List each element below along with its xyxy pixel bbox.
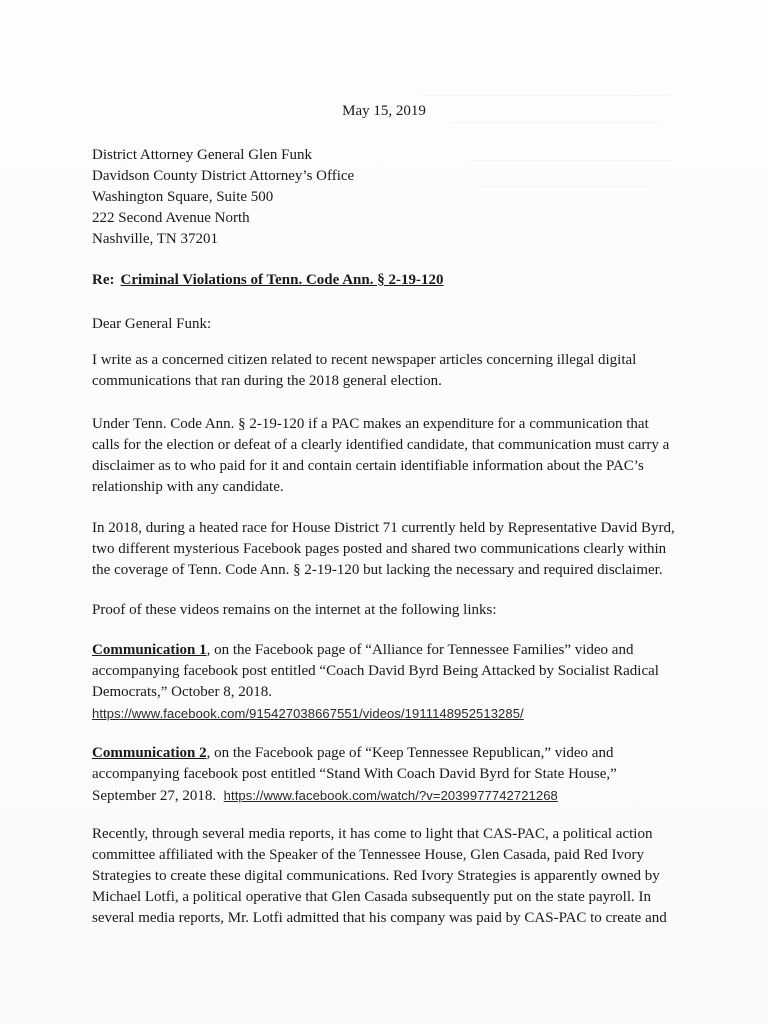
paragraph-3 <box>92 518 692 581</box>
recipient-address <box>92 145 652 250</box>
communication-1-link[interactable]: https://www.facebook.com/915427038667551/videos/1911148952513285/ <box>92 706 524 721</box>
paragraph-line: calls for the election or defeat of a clearly identified candidate, that communication must carry a <box>92 437 670 453</box>
re-line <box>92 270 443 290</box>
paragraph-line: In 2018, during a heated race for House District 71 currently held by Representative David Byrd, <box>92 520 675 536</box>
communication-line: accompanying facebook post entitled “Stand With Coach David Byrd for State House,” <box>92 766 617 782</box>
salutation <box>92 314 692 335</box>
communication-1 <box>92 640 692 725</box>
paragraph-line: committee affiliated with the Speaker of the Tennessee House, Glen Casada, paid Red Ivory <box>92 847 644 863</box>
recipient-office: Davidson County District Attorney’s Office <box>92 168 355 184</box>
paragraph-line: Proof of these videos remains on the internet at the following links: <box>92 602 497 618</box>
recipient-suite: Washington Square, Suite 500 <box>92 189 274 205</box>
communication-1-text: , on the Facebook page of “Alliance for Tennessee Families” video and <box>206 642 634 658</box>
paragraph-5 <box>92 824 692 929</box>
communication-2-label: Communication 2 <box>92 745 207 761</box>
communication-line: accompanying facebook post entitled “Coach David Byrd Being Attacked by Socialist Radical <box>92 663 659 679</box>
paragraph-line: I write as a concerned citizen related to recent newspaper articles concerning illegal digital <box>92 352 637 368</box>
communication-line <box>92 743 692 764</box>
re-subject: Criminal Violations of Tenn. Code Ann. § 2-19-120 <box>120 272 444 288</box>
paragraph-line: two different mysterious Facebook pages posted and shared two communications clearly within <box>92 541 667 557</box>
recipient-city: Nashville, TN 37201 <box>92 231 218 247</box>
communication-1-label: Communication 1 <box>92 642 207 658</box>
communication-line <box>92 703 692 725</box>
recipient-name: District Attorney General Glen Funk <box>92 147 312 163</box>
paragraph-line: Strategies to create these digital communications. Red Ivory Strategies is apparently owned by <box>92 868 660 884</box>
scan-artifact <box>450 122 660 123</box>
re-label: Re: <box>92 272 115 288</box>
paragraph-2 <box>92 414 692 498</box>
communication-line: Democrats,” October 8, 2018. <box>92 684 272 700</box>
communication-2-text: , on the Facebook page of “Keep Tennessee Republican,” video and <box>206 745 614 761</box>
communication-2-date: September 27, 2018. <box>92 788 217 804</box>
paragraph-line: several media reports, Mr. Lotfi admitted that his company was paid by CAS-PAC to create and <box>92 910 667 926</box>
paragraph-line: Recently, through several media reports, it has come to light that CAS-PAC, a political action <box>92 826 653 842</box>
paragraph-line: relationship with any candidate. <box>92 479 284 495</box>
recipient-street: 222 Second Avenue North <box>92 210 250 226</box>
communication-2 <box>92 743 692 807</box>
paragraph-4 <box>92 600 692 621</box>
scan-artifact <box>420 95 670 96</box>
communication-2-link[interactable]: https://www.facebook.com/watch/?v=2039977742721268 <box>223 788 558 803</box>
paragraph-line: the coverage of Tenn. Code Ann. § 2-19-120 but lacking the necessary and required disclaimer. <box>92 562 663 578</box>
paragraph-line: Under Tenn. Code Ann. § 2-19-120 if a PAC makes an expenditure for a communication that <box>92 416 649 432</box>
paragraph-1 <box>92 350 692 392</box>
paragraph-line: Michael Lotfi, a political operative that Glen Casada subsequently put on the state payroll. In <box>92 889 652 905</box>
communication-line <box>92 785 692 807</box>
salutation-text: Dear General Funk: <box>92 316 212 332</box>
letter-date: May 15, 2019 <box>342 103 426 119</box>
paragraph-line: communications that ran during the 2018 general election. <box>92 373 442 389</box>
paragraph-line: disclaimer as to who paid for it and contain certain identifiable information about the PAC’s <box>92 458 644 474</box>
communication-line <box>92 640 692 661</box>
